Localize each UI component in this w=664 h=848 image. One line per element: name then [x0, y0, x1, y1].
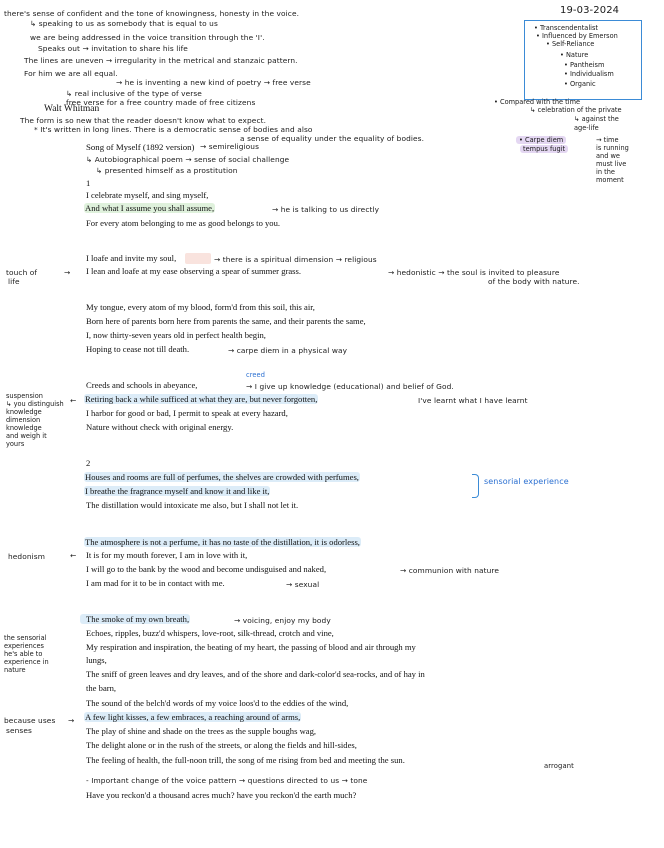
poem-line: Creeds and schools in abeyance, [86, 380, 198, 390]
poem-line: And what I assume you shall assume, [85, 203, 215, 213]
margin-note: experiences [4, 642, 44, 650]
title-note: ↳ Autobiographical poem → sense of social challenge [86, 155, 290, 164]
margin-note: he's able to [4, 650, 43, 658]
context-item: • Nature [560, 51, 589, 59]
carpe-side-note: must live [596, 160, 627, 168]
poem-line: Nature without check with original energy. [86, 422, 234, 432]
line-note-above: arrogant [544, 762, 574, 770]
poem-title: Song of Myself (1892 version) [86, 142, 195, 152]
line-note: → I give up knowledge (educational) and belief of God. [246, 382, 454, 391]
context-item: • Transcendentalist [534, 24, 599, 32]
margin-note: dimension [6, 416, 41, 424]
poem-line: I will go to the bank by the wood and become undisguised and naked, [86, 564, 327, 574]
author-name: Walt Whitman [44, 104, 100, 114]
poem-line: the barn, [86, 683, 117, 693]
poem-line: I loafe and invite my soul, [86, 253, 177, 263]
line-note: → there is a spiritual dimension → religious [214, 255, 377, 264]
carpe-side-note: → time [596, 136, 619, 144]
poem-line: My tongue, every atom of my blood, form'd from this soil, this air, [86, 302, 315, 312]
line-note: - Important change of the voice pattern → questions directed to us → tone [86, 776, 368, 785]
margin-note: suspension [6, 392, 43, 400]
note-line: ↳ speaking to us as somebody that is equal to us [30, 19, 218, 28]
margin-note: knowledge [6, 424, 42, 432]
arrow: → [64, 268, 71, 277]
line-note: → carpe diem in a physical way [228, 346, 348, 355]
date-note: 19-03-2024 [560, 5, 620, 16]
margin-note: because uses [4, 716, 56, 725]
poem-line: The distillation would intoxicate me also, but I shall not let it. [86, 500, 299, 510]
margin-note: experience in [4, 658, 49, 666]
poem-line: I am mad for it to be in contact with me. [86, 578, 225, 588]
context-item: • Pantheism [564, 61, 605, 69]
poem-line: Retiring back a while sufficed at what they are, but never forgotten, [85, 394, 318, 404]
note-line: → he is inventing a new kind of poetry → free verse [116, 78, 311, 87]
note-line: there's sense of confident and the tone of knowingness, honesty in the voice. [4, 9, 300, 18]
highlight-soul [185, 253, 211, 264]
poem-line: I, now thirty-seven years old in perfect health begin, [86, 330, 266, 340]
margin-note: the sensorial [4, 634, 47, 642]
arrow: ← [70, 396, 77, 405]
note-line: The form is so new that the reader doesn't know what to expect. [20, 116, 267, 125]
context-item: • Organic [564, 80, 596, 88]
right-note: • Compared with the time [494, 98, 581, 106]
poem-line: I harbor for good or bad, I permit to speak at every hazard, [86, 408, 288, 418]
line-note: of the body with nature. [488, 277, 580, 286]
poem-line: I breathe the fragrance myself and know it and like it, [85, 486, 270, 496]
context-item: • Self-Reliance [546, 40, 595, 48]
line-note: → hedonistic → the soul is invited to pleasure [388, 268, 560, 277]
line-note: → he is talking to us directly [272, 205, 380, 214]
context-item: • Individualism [564, 70, 614, 78]
poem-line: The sound of the belch'd words of my voice loos'd to the eddies of the wind, [86, 698, 349, 708]
margin-note: life [8, 277, 20, 286]
bracket [472, 474, 479, 498]
margin-note: senses [6, 726, 32, 735]
title-note: → semireligious [200, 142, 260, 151]
line-note: → communion with nature [400, 566, 500, 575]
poem-line: The play of shine and shade on the trees as the supple boughs wag, [86, 726, 317, 736]
right-note: ↳ against the [574, 115, 619, 123]
note-line: Speaks out → invitation to share his life [38, 44, 188, 53]
poem-line: Houses and rooms are full of perfumes, the shelves are crowded with perfumes, [85, 472, 359, 482]
line-note: → sexual [286, 580, 320, 589]
note-line: The lines are uneven → irregularity in the metrical and stanzaic pattern. [24, 56, 298, 65]
poem-line: lungs, [86, 655, 107, 665]
carpe-diem-note: • Carpe diem [516, 136, 566, 144]
note-line: ↳ real inclusive of the type of verse [66, 89, 202, 98]
note-line: we are being addressed in the voice transition through the 'I'. [30, 33, 265, 42]
tempus-fugit-note: tempus fugit [520, 145, 568, 153]
margin-note: ↳ you distinguish [6, 400, 64, 408]
poem-line: Have you reckon'd a thousand acres much? have you reckon'd the earth much? [86, 790, 357, 800]
arrow: ← [70, 551, 77, 560]
carpe-side-note: is running [596, 144, 629, 152]
poem-line: The atmosphere is not a perfume, it has no taste of the distillation, it is odorless, [85, 537, 360, 547]
poem-line: The sniff of green leaves and dry leaves, and of the shore and dark-color'd sea-rocks, and of hay in [86, 669, 425, 679]
note-line: For him we are all equal. [24, 69, 118, 78]
note-line: free verse for a free country made of free citizens [66, 98, 256, 107]
section-number: 2 [86, 458, 91, 468]
carpe-side-note: and we [596, 152, 620, 160]
poem-line: Hoping to cease not till death. [86, 344, 190, 354]
poem-line: The feeling of health, the full-noon trill, the song of me rising from bed and meeting the sun. [86, 755, 405, 765]
line-note: → voicing, enjoy my body [234, 616, 331, 625]
margin-note: and weigh it [6, 432, 47, 440]
margin-note: knowledge [6, 408, 42, 416]
line-note-above: creed [246, 371, 265, 379]
poem-line: Born here of parents born here from parents the same, and their parents the same, [86, 316, 366, 326]
carpe-side-note: in the [596, 168, 615, 176]
margin-note: yours [6, 440, 25, 448]
poem-line: My respiration and inspiration, the beating of my heart, the passing of blood and air through my [86, 642, 416, 652]
poem-line: It is for my mouth forever, I am in love with it, [86, 550, 248, 560]
right-note: ↳ celebration of the private [530, 106, 622, 114]
poem-line: A few light kisses, a few embraces, a reaching around of arms, [85, 712, 301, 722]
line-note: I've learnt what I have learnt [418, 396, 528, 405]
carpe-side-note: moment [596, 176, 624, 184]
margin-note: nature [4, 666, 26, 674]
title-note: ↳ presented himself as a prostitution [96, 166, 238, 175]
margin-note: hedonism [8, 552, 46, 561]
poem-line: For every atom belonging to me as good belongs to you. [86, 218, 281, 228]
section-number: 1 [86, 178, 91, 188]
margin-note: touch of [6, 268, 38, 277]
note-line: a sense of equality under the equality of bodies. [240, 134, 425, 143]
poem-line: Echoes, ripples, buzz'd whispers, love-root, silk-thread, crotch and vine, [86, 628, 334, 638]
poem-line: The delight alone or in the rush of the streets, or along the fields and hill-sides, [86, 740, 357, 750]
poem-line: I celebrate myself, and sing myself, [86, 190, 209, 200]
note-line: * It's written in long lines. There is a democratic sense of bodies and also [34, 125, 313, 134]
poem-line: The smoke of my own breath, [80, 614, 190, 624]
line-note: sensorial experience [484, 477, 569, 486]
poem-line: I lean and loafe at my ease observing a spear of summer grass. [86, 266, 302, 276]
arrow: → [68, 716, 75, 725]
right-note: age-life [574, 124, 599, 132]
context-item: • Influenced by Emerson [536, 32, 618, 40]
